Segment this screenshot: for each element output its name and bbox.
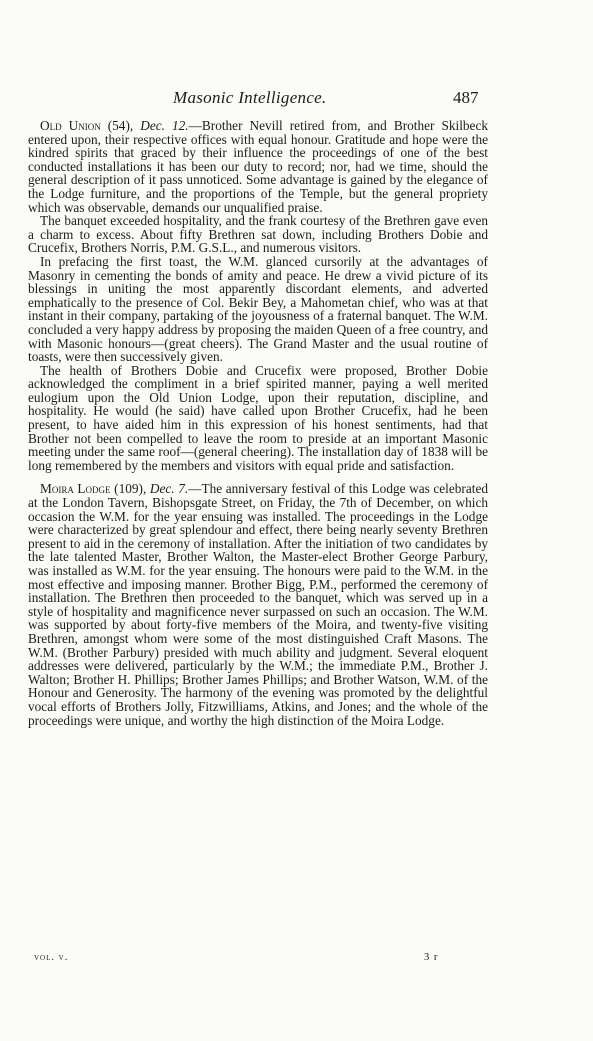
lodge-name: Moira Lodge: [40, 481, 111, 497]
running-title: Masonic Intelligence.: [173, 88, 327, 107]
article-date: Dec. 7.: [149, 481, 189, 497]
article-date: Dec. 12.: [140, 118, 189, 133]
body-text: [28, 119, 488, 727]
article-paragraph: [28, 119, 488, 214]
article-paragraph: The health of Brothers Dobie and Crucefix were proposed, Brother Dobie acknowledged the compliment in a brief spirited manner, paying a well merited eulogium upon the Old Union Lodge, upon their reputation, discipline, and hospitality. He would (he said) have called upon Brother Crucefix, had he been present, to have aided him in this expression of his honest sentiments, had that Brother not been compelled to leave the room to preside at an important Masonic meeting under the same roof—(general cheering). The installation day of 1838 will be long remembered by the members and visitors with equal pride and satisfaction.: [28, 362, 488, 473]
article-paragraph: The banquet exceeded hospitality, and the frank courtesy of the Brethren gave even a charm to excess. About fifty Brethren sat down, including Brothers Dobie and Crucefix, Brothers Norris, P.M. G.S.L., and numerous visitors.: [28, 213, 488, 256]
running-header: [28, 88, 488, 112]
paragraph-text: —Brother Nevill retired from, and Brother Skilbeck entered upon, their respective offices with equal honour. Gratitude and hope were the kindred spirits that graced by their influence the proceedings of one of the best conducted installations it has been our duty to record; nor, had we time, should the general description of it pass unnoticed. Some advantage is gained by the elegance of the Lodge furniture, and the proportions of the Temple, but the general propriety which was observable, demands our unqualified praise.: [28, 118, 488, 215]
lodge-name: Old Union: [40, 118, 101, 133]
signature-mark: 3 r: [424, 952, 439, 963]
page-footer: [34, 952, 474, 966]
paragraph-text: —The anniversary festival of this Lodge was celebrated at the London Tavern, Bishopsgate Street, on Friday, the 7th of December, on which occasion the W.M. for the year ensuing was installed. The proceedings in the Lodge were characterized by great splendour and effect, there being nearly seventy Brethren present to aid in the ceremony of installation. After the initiation of two candidates by the late talented Master, Brother Walton, the Master-elect Brother George Parbury, was installed as W.M. for the year ensuing. The honours were paid to the W.M. in the most effective and imposing manner. Brother Bigg, P.M., performed the ceremony of installation. The Brethren then proceeded to the banquet, which was served up in a style of hospitality and magnificence never surpassed on such an occasion. The W.M. was supported by about forty-five members of the Moira, and twenty-five visiting Brethren, amongst whom were some of the most distinguished Craft Masons. The W.M. (Brother Parbury) presided with much ability and judgment. Several eloquent addresses were delivered, particularly by the W.M.; the immediate P.M., Brother J. Walton; Brother H. Phillips; Brother James Phillips; and Brother Watson, W.M. of the Honour and Generosity. The harmony of the evening was promoted by the delightful vocal efforts of Brothers Jolly, Fitzwilliams, Atkins, and Jones; and the whole of the proceedings were unique, and worthy the high distinction of the Moira Lodge.: [28, 481, 489, 728]
volume-mark: vol. v.: [34, 952, 69, 963]
lodge-number: (54),: [107, 118, 134, 133]
page-number: 487: [453, 88, 479, 107]
article-paragraph: In prefacing the first toast, the W.M. glanced cursorily at the advantages of Masonry in cementing the bonds of amity and peace. He drew a vivid picture of its blessings in uniting the most apparently discordant elements, and adverted emphatically to the presence of Col. Bekir Bey, a Mahometan chief, who was at that instant in their company, partaking of the joyousness of a fraternal banquet. The W.M. concluded a very happy address by proposing the maiden Queen of a free country, and with Masonic honours—(great cheers). The Grand Master and the usual routine of toasts, were then successively given.: [28, 253, 488, 365]
lodge-number: (109),: [114, 481, 147, 497]
article-paragraph: [28, 482, 488, 727]
